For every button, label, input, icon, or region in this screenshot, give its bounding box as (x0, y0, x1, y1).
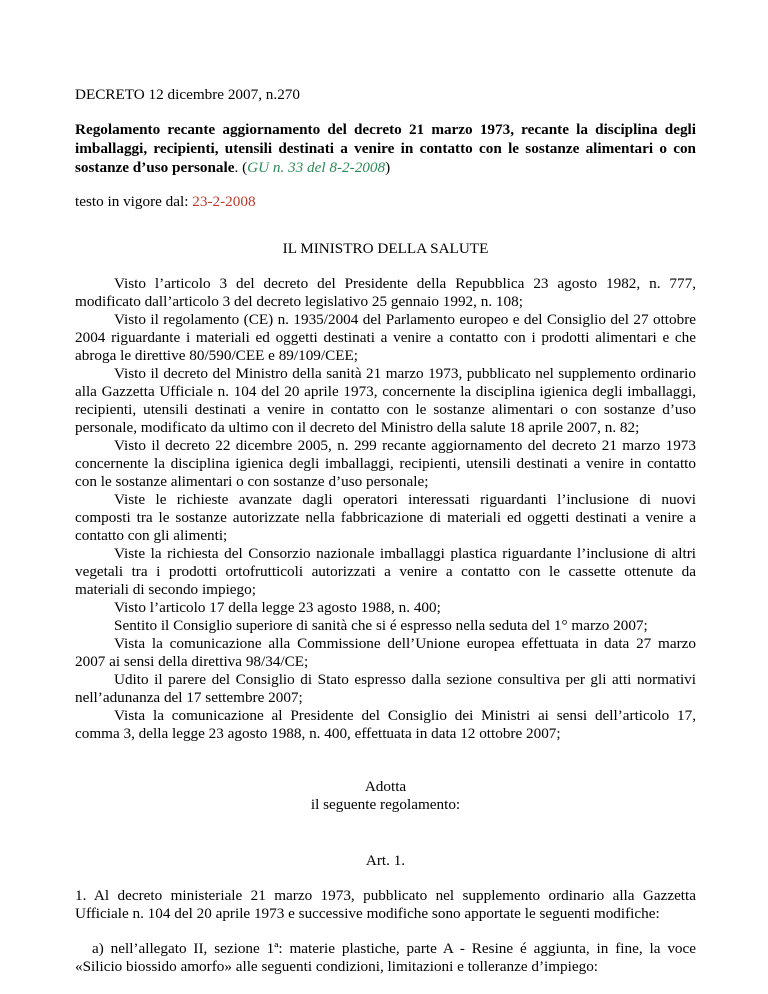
article-body-line: a) nell’allegato II, sezione 1ª: materie plastiche, parte A - Resine é aggiunta, in fine, la voce (92, 940, 696, 957)
preamble-line: Sentito il Consiglio superiore di sanità che si é espresso nella seduta del 1° marzo 2007; (114, 617, 648, 634)
gu-reference: GU n. 33 del 8-2-2008 (247, 159, 386, 176)
preamble-line: nell’adunanza del 17 settembre 2007; (75, 689, 303, 706)
preamble-line: composti tra le sostanze autorizzate nella fabbricazione di materiali ed oggetti destinati a venire a (75, 509, 696, 526)
preamble-line: Visto l’articolo 17 della legge 23 agosto 1988, n. 400; (114, 599, 441, 616)
minister-heading: IL MINISTRO DELLA SALUTE (282, 240, 489, 257)
preamble-line: Viste la richiesta del Consorzio nazionale imballaggi plastica riguardante l’inclusione di altri (114, 545, 696, 562)
title-line-2: imballaggi, recipienti, utensili destinati a venire in contatto con le sostanze alimentari o con (75, 140, 696, 157)
adopt-heading: Adotta (364, 778, 407, 795)
preamble-line: alla Gazzetta Ufficiale n. 104 del 20 aprile 1973, concernente la disciplina igienica degli imballaggi, (75, 383, 696, 400)
preamble-line: vegetali tra i prodotti ortofrutticoli autorizzati a venire a contatto con le cassette ottenute da (75, 563, 696, 580)
title-line-1: Regolamento recante aggiornamento del decreto 21 marzo 1973, recante la disciplina degli (75, 121, 696, 138)
preamble-line: Visto il decreto del Ministro della sanità 21 marzo 1973, pubblicato nel supplemento ordinario (114, 365, 696, 382)
preamble-line: Vista la comunicazione al Presidente del Consiglio dei Ministri ai sensi dell’articolo 17, (114, 707, 696, 724)
preamble-line: materiali di secondo impiego; (75, 581, 256, 598)
preamble-line: comma 3, della legge 23 agosto 1988, n. 400, effettuata in data 12 ottobre 2007; (75, 725, 561, 742)
in-force-date: 23-2-2008 (192, 193, 256, 210)
preamble-line: concernente la disciplina igienica degli imballaggi, recipienti, utensili destinati a venire in contatto (75, 455, 696, 472)
article-body-line: 1. Al decreto ministeriale 21 marzo 1973, pubblicato nel supplemento ordinario alla Gazzetta (75, 887, 696, 904)
in-force-line: testo in vigore dal: 23-2-2008 (75, 193, 256, 210)
article-heading: Art. 1. (365, 852, 406, 869)
article-body-line: Ufficiale n. 104 del 20 aprile 1973 e successive modifiche sono apportate le seguenti modifiche: (75, 905, 660, 922)
preamble-line: 2004 riguardante i materiali ed oggetti destinati a venire a contatto con i prodotti alimentari e che (75, 329, 696, 346)
preamble-line: Visto l’articolo 3 del decreto del Presidente della Repubblica 23 agosto 1982, n. 777, (114, 275, 696, 292)
preamble-line: abroga le direttive 80/590/CEE e 89/109/CEE; (75, 347, 359, 364)
preamble-line: Viste le richieste avanzate dagli operatori interessati riguardanti l’inclusione di nuovi (114, 491, 696, 508)
adopt-subheading: il seguente regolamento: (310, 796, 461, 813)
preamble-line: modificato dall’articolo 3 del decreto legislativo 25 gennaio 1992, n. 108; (75, 293, 523, 310)
preamble-line: 2007 ai sensi della direttiva 98/34/CE; (75, 653, 309, 670)
preamble-line: con le sostanze alimentari o con sostanze d’uso personale; (75, 473, 429, 490)
article-body-line: «Silicio biossido amorfo» alle seguenti condizioni, limitazioni e tolleranze d’impiego: (75, 958, 599, 975)
preamble-line: Visto il regolamento (CE) n. 1935/2004 del Parlamento europeo e del Consiglio del 27 ottobre (114, 311, 696, 328)
decree-header: DECRETO 12 dicembre 2007, n.270 (75, 86, 300, 103)
preamble-line: Vista la comunicazione alla Commissione dell’Unione europea effettuata in data 27 marzo (114, 635, 696, 652)
preamble-line: recipienti, utensili destinati a venire in contatto con le sostanze alimentari o con sostanze d’uso (75, 401, 696, 418)
preamble-line: contatto con gli alimenti; (75, 527, 228, 544)
title-line-3: sostanze d’uso personale. (GU n. 33 del 8-2-2008) (75, 159, 391, 176)
preamble-line: Visto il decreto 22 dicembre 2005, n. 299 recante aggiornamento del decreto 21 marzo 1973 (114, 437, 696, 454)
preamble-line: Udito il parere del Consiglio di Stato espresso dalla sezione consultiva per gli atti normativi (114, 671, 696, 688)
preamble-line: personale, modificato da ultimo con il decreto del Ministro della salute 18 aprile 2007, n. 82; (75, 419, 640, 436)
